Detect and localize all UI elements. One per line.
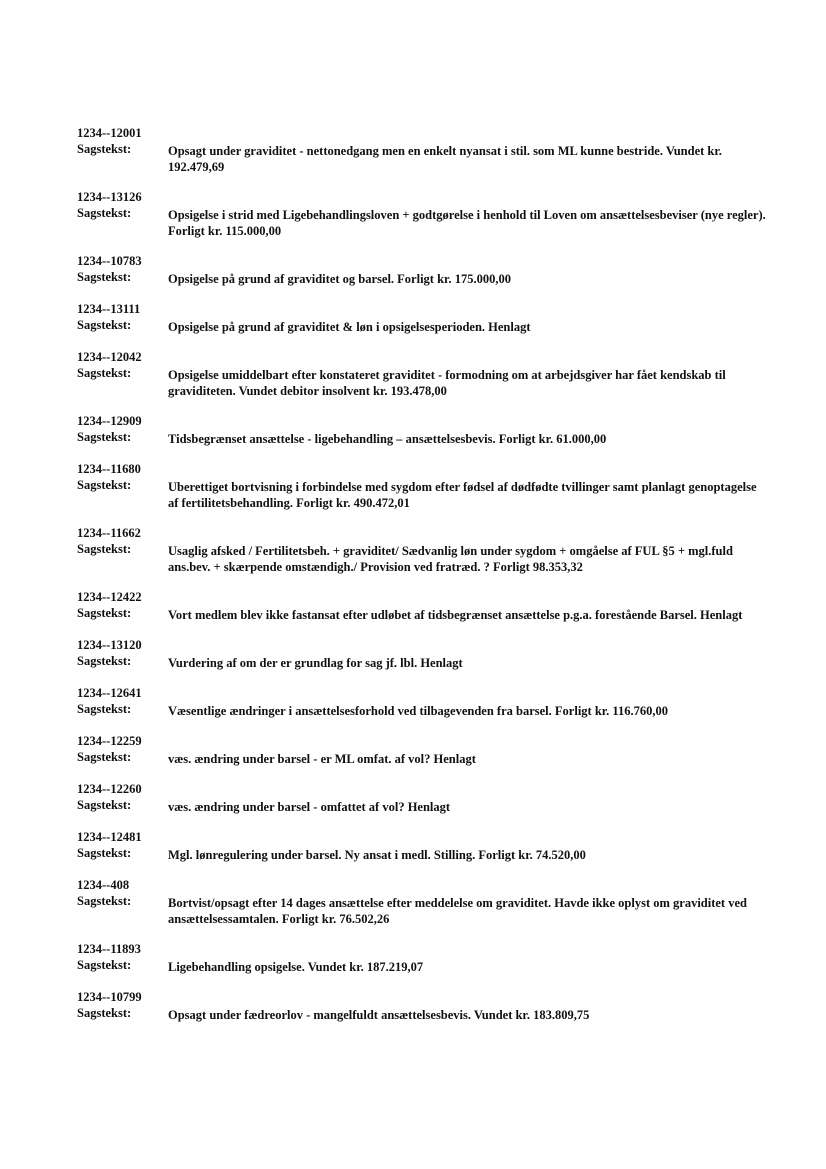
case-number: 1234--12042 xyxy=(77,350,142,364)
case-label: Sagstekst: xyxy=(77,958,132,972)
case-number: 1234--12481 xyxy=(77,830,142,844)
case-row xyxy=(77,429,767,447)
case-number: 1234--408 xyxy=(77,878,130,892)
case-description: Væsentlige ændringer i ansættelsesforhold ved tilbagevenden fra barsel. Forligt kr. 116.760,00 xyxy=(168,704,668,718)
case-description: Opsagt under graviditet - nettonedgang men en enkelt nyansat i stil. som ML kunne bestride. Vundet kr. 192.479,69 xyxy=(168,144,722,174)
case-description: Opsagt under fædreorlov - mangelfuldt ansættelsesbevis. Vundet kr. 183.809,75 xyxy=(168,1008,590,1022)
case-description: væs. ændring under barsel - er ML omfat. af vol? Henlagt xyxy=(168,752,476,766)
case-label: Sagstekst: xyxy=(77,654,132,668)
case-number: 1234--11662 xyxy=(77,526,141,540)
case-entry xyxy=(77,349,767,399)
case-entry xyxy=(77,733,767,767)
case-entry xyxy=(77,781,767,815)
case-number: 1234--11680 xyxy=(77,462,141,476)
case-label: Sagstekst: xyxy=(77,318,132,332)
case-entry xyxy=(77,989,767,1023)
case-row xyxy=(77,1005,767,1023)
case-entry xyxy=(77,125,767,175)
case-number: 1234--12641 xyxy=(77,686,142,700)
case-row xyxy=(77,845,767,863)
case-entry xyxy=(77,685,767,719)
case-row xyxy=(77,477,767,511)
case-label: Sagstekst: xyxy=(77,702,132,716)
case-number: 1234--13126 xyxy=(77,190,142,204)
case-number: 1234--13111 xyxy=(77,302,141,316)
case-description: Usaglig afsked / Fertilitetsbeh. + graviditet/ Sædvanlig løn under sygdom + omgåelse af FUL §5 + mgl.fuld ans.bev. + skærpende omstændigh./ Provision ved fratræd. ? Forligt 98.353,32 xyxy=(168,544,733,574)
case-entry xyxy=(77,589,767,623)
case-label: Sagstekst: xyxy=(77,1006,132,1020)
case-label: Sagstekst: xyxy=(77,542,132,556)
case-description: Tidsbegrænset ansættelse - ligebehandling – ansættelsesbevis. Forligt kr. 61.000,00 xyxy=(168,432,607,446)
case-label: Sagstekst: xyxy=(77,894,132,908)
case-label: Sagstekst: xyxy=(77,798,132,812)
case-entry xyxy=(77,525,767,575)
case-label: Sagstekst: xyxy=(77,606,132,620)
case-description: Opsigelse umiddelbart efter konstateret graviditet - formodning om at arbejdsgiver har fået kendskab til graviditeten. Vundet debitor insolvent kr. 193.478,00 xyxy=(168,368,726,398)
case-list xyxy=(77,125,767,1037)
case-description: væs. ændring under barsel - omfattet af vol? Henlagt xyxy=(168,800,451,814)
case-row xyxy=(77,893,767,927)
case-description: Opsigelse på grund af graviditet & løn i opsigelsesperioden. Henlagt xyxy=(168,320,531,334)
case-description: Vort medlem blev ikke fastansat efter udløbet af tidsbegrænset ansættelse p.g.a. forestående Barsel. Henlagt xyxy=(168,608,743,622)
case-row xyxy=(77,605,767,623)
case-entry xyxy=(77,413,767,447)
case-entry xyxy=(77,829,767,863)
case-description: Opsigelse på grund af graviditet og barsel. Forligt kr. 175.000,00 xyxy=(168,272,511,286)
case-description: Bortvist/opsagt efter 14 dages ansættelse efter meddelelse om graviditet. Havde ikke oplyst om graviditet ved ansættelsessamtalen. Forligt kr. 76.502,26 xyxy=(168,896,747,926)
case-entry xyxy=(77,189,767,239)
case-number: 1234--11893 xyxy=(77,942,141,956)
case-row xyxy=(77,269,767,287)
case-description: Ligebehandling opsigelse. Vundet kr. 187.219,07 xyxy=(168,960,424,974)
case-row xyxy=(77,205,767,239)
case-row xyxy=(77,701,767,719)
case-number: 1234--10799 xyxy=(77,990,142,1004)
case-entry xyxy=(77,877,767,927)
case-label: Sagstekst: xyxy=(77,366,132,380)
case-row xyxy=(77,365,767,399)
case-number: 1234--13120 xyxy=(77,638,142,652)
case-number: 1234--10783 xyxy=(77,254,142,268)
case-number: 1234--12909 xyxy=(77,414,142,428)
case-row xyxy=(77,317,767,335)
case-row xyxy=(77,653,767,671)
case-entry xyxy=(77,941,767,975)
case-number: 1234--12259 xyxy=(77,734,142,748)
case-description: Uberettiget bortvisning i forbindelse med sygdom efter fødsel af dødfødte tvillinger samt planlagt genoptagelse af fertilitetsbehandling. Forligt kr. 490.472,01 xyxy=(168,480,757,510)
case-label: Sagstekst: xyxy=(77,478,132,492)
case-entry xyxy=(77,637,767,671)
case-entry xyxy=(77,253,767,287)
case-label: Sagstekst: xyxy=(77,142,132,156)
case-label: Sagstekst: xyxy=(77,750,132,764)
case-entry xyxy=(77,461,767,511)
case-row xyxy=(77,141,767,175)
case-number: 1234--12001 xyxy=(77,126,142,140)
case-number: 1234--12422 xyxy=(77,590,142,604)
case-label: Sagstekst: xyxy=(77,206,132,220)
case-entry xyxy=(77,301,767,335)
case-label: Sagstekst: xyxy=(77,270,132,284)
case-description: Vurdering af om der er grundlag for sag jf. lbl. Henlagt xyxy=(168,656,463,670)
case-description: Mgl. lønregulering under barsel. Ny ansat i medl. Stilling. Forligt kr. 74.520,00 xyxy=(168,848,586,862)
case-label: Sagstekst: xyxy=(77,430,132,444)
case-label: Sagstekst: xyxy=(77,846,132,860)
case-row xyxy=(77,749,767,767)
case-description: Opsigelse i strid med Ligebehandlingsloven + godtgørelse i henhold til Loven om ansættelsesbeviser (nye regler). Forligt kr. 115.000,00 xyxy=(168,208,766,238)
case-row xyxy=(77,541,767,575)
case-row xyxy=(77,797,767,815)
case-row xyxy=(77,957,767,975)
case-number: 1234--12260 xyxy=(77,782,142,796)
